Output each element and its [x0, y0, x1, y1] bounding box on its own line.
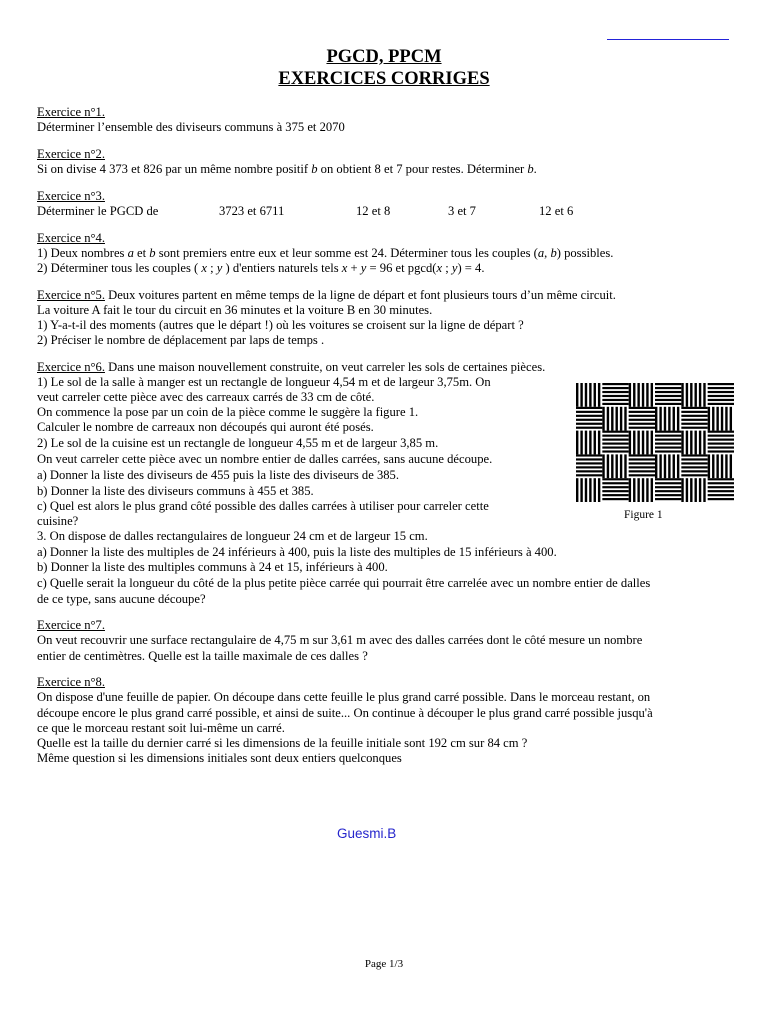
floor-tile — [655, 431, 681, 453]
exercise-5-line-4: 2) Préciser le nombre de déplacement par laps de temps . — [37, 333, 325, 347]
exercise-8-line: découpe encore le plus grand carré possible, et ainsi de suite... On continue à découper le plus grand carré possible jusqu'à — [37, 706, 653, 720]
exercise-6-line: 2) Le sol de la cuisine est un rectangle de longueur 4,55 m et de largeur 3,85 m. — [37, 436, 439, 450]
exercise-3-pair: 3723 et 6711 — [219, 204, 285, 218]
exercise-6-line: de ce type, sans aucune découpe? — [37, 592, 206, 606]
exercise-7-heading: Exercice n°7. — [37, 618, 105, 632]
floor-tile — [681, 431, 705, 455]
floor-tile — [681, 478, 705, 502]
exercise-2-heading: Exercice n°2. — [37, 147, 105, 161]
floor-tile — [602, 478, 628, 500]
floor-tile — [629, 478, 653, 502]
exercise-6-line: On commence la pose par un coin de la pièce comme le suggère la figure 1. — [37, 405, 419, 419]
exercise-6-line: On veut carreler cette pièce avec un nombre entier de dalles carrées, sans aucune découpe. — [37, 452, 493, 466]
exercise-3-heading: Exercice n°3. — [37, 189, 105, 203]
exercise-2-text: Si on divise 4 373 et 826 par un même nombre positif b on obtient 8 et 7 pour restes. Déterminer b. — [37, 162, 537, 176]
exercise-6-line: veut carreler cette pièce avec des carreaux carrés de 33 cm de côté. — [37, 390, 375, 404]
floor-tile — [681, 454, 707, 476]
floor-tile — [655, 454, 679, 478]
floor-tile — [629, 431, 653, 455]
exercise-6-line: cuisine? — [37, 514, 79, 528]
exercise-3-pair: 12 et 8 — [356, 204, 391, 218]
exercise-6-heading: Exercice n°6. — [37, 360, 105, 374]
floor-tile — [708, 454, 732, 478]
exercise-7-line: entier de centimètres. Quelle est la taille maximale de ces dalles ? — [37, 649, 368, 663]
exercise-6-line-intro: Exercice n°6. Dans une maison nouvellement construite, on veut carreler les sols de certaines pièces. — [37, 360, 546, 374]
exercise-6-line: Calculer le nombre de carreaux non découpés qui auront été posés. — [37, 420, 374, 434]
floor-tile — [576, 407, 602, 429]
exercise-8-line: On dispose d'une feuille de papier. On découpe dans cette feuille le plus grand carré possible. Dans le morceau restant, on — [37, 690, 651, 704]
page-title: PGCD, PPCM — [326, 47, 442, 67]
floor-tile — [681, 383, 705, 407]
floor-tile — [655, 478, 681, 500]
tiles-figure — [576, 383, 734, 502]
exercise-3-pair: 12 et 6 — [539, 204, 574, 218]
floor-tile — [681, 407, 707, 429]
page-subtitle: EXERCICES CORRIGES — [278, 69, 490, 89]
header-link-underline[interactable] — [607, 39, 729, 40]
floor-tile — [655, 407, 679, 431]
floor-tile — [708, 407, 732, 431]
exercise-3-label: Déterminer le PGCD de — [37, 204, 159, 218]
exercise-6-line: c) Quel est alors le plus grand côté possible des dalles carrées à utiliser pour carreler cette — [37, 499, 489, 513]
floor-tile — [576, 383, 600, 407]
exercise-6-line: 3. On dispose de dalles rectangulaires de longueur 24 cm et de largeur 15 cm. — [37, 529, 428, 543]
exercise-4-heading: Exercice n°4. — [37, 231, 105, 245]
floor-tile — [629, 383, 653, 407]
author-name: Guesmi.B — [337, 826, 397, 841]
exercise-7-line: On veut recouvrir une surface rectangulaire de 4,75 m sur 3,61 m avec des dalles carrées dont le côté mesure un nombre — [37, 633, 643, 647]
exercise-1-heading: Exercice n°1. — [37, 105, 105, 119]
floor-tile — [576, 454, 602, 476]
exercise-6-line: b) Donner la liste des multiples communs à 24 et 15, inférieurs à 400. — [37, 560, 388, 574]
figure-caption: Figure 1 — [624, 509, 663, 521]
exercise-3-pair: 3 et 7 — [448, 204, 476, 218]
floor-tile — [629, 407, 655, 429]
exercise-5-heading: Exercice n°5. — [37, 288, 105, 302]
floor-tile — [576, 431, 600, 455]
exercise-8-line: ce que le morceau restant soit lui-même un carré. — [37, 721, 285, 735]
floor-tile — [629, 454, 655, 476]
floor-tile — [708, 431, 734, 453]
exercise-8-line: Même question si les dimensions initiales sont deux entiers quelconques — [37, 751, 402, 765]
exercise-6-line: a) Donner la liste des multiples de 24 inférieurs à 400, puis la liste des multiples de 15 inférieurs à 400. — [37, 545, 557, 559]
exercise-6-line: 1) Le sol de la salle à manger est un rectangle de longueur 4,54 m et de largeur 3,75m. On — [37, 375, 491, 389]
floor-tile — [576, 478, 600, 502]
exercise-8-line: Quelle est la taille du dernier carré si les dimensions de la feuille initiale sont 192 cm sur 84 cm ? — [37, 736, 528, 750]
floor-tile — [602, 431, 628, 453]
floor-tile — [708, 478, 734, 500]
exercise-4-line-1: 1) Deux nombres a et b sont premiers entre eux et leur somme est 24. Déterminer tous les couples (a, b) possibles. — [37, 246, 614, 260]
page-number: Page 1/3 — [364, 958, 404, 970]
exercise-4-line-2: 2) Déterminer tous les couples ( x ; y ) d'entiers naturels tels x + y = 96 et pgcd(x ; y) = 4. — [37, 261, 485, 275]
exercise-5-line-3: 1) Y-a-t-il des moments (autres que le départ !) où les voitures se croisent sur la ligne de départ ? — [37, 318, 524, 332]
exercise-6-line: c) Quelle serait la longueur du côté de la plus petite pièce carrée qui pourrait être carrelée avec un nombre entier de dalles — [37, 576, 651, 590]
floor-tile — [708, 383, 734, 405]
exercise-5-line-1: Exercice n°5. Deux voitures partent en même temps de la ligne de départ et font plusieurs tours d’un même circuit. — [37, 288, 616, 302]
exercise-8-heading: Exercice n°8. — [37, 675, 105, 689]
exercise-6-line: a) Donner la liste des diviseurs de 455 puis la liste des diviseurs de 385. — [37, 468, 400, 482]
exercise-5-line-2: La voiture A fait le tour du circuit en 36 minutes et la voiture B en 30 minutes. — [37, 303, 433, 317]
floor-tile — [602, 383, 628, 405]
floor-tile — [655, 383, 681, 405]
floor-tile — [602, 454, 626, 478]
exercise-6-line: b) Donner la liste des diviseurs communs à 455 et 385. — [37, 484, 314, 498]
exercise-1-text: Déterminer l’ensemble des diviseurs communs à 375 et 2070 — [37, 120, 345, 134]
floor-tile — [602, 407, 626, 431]
